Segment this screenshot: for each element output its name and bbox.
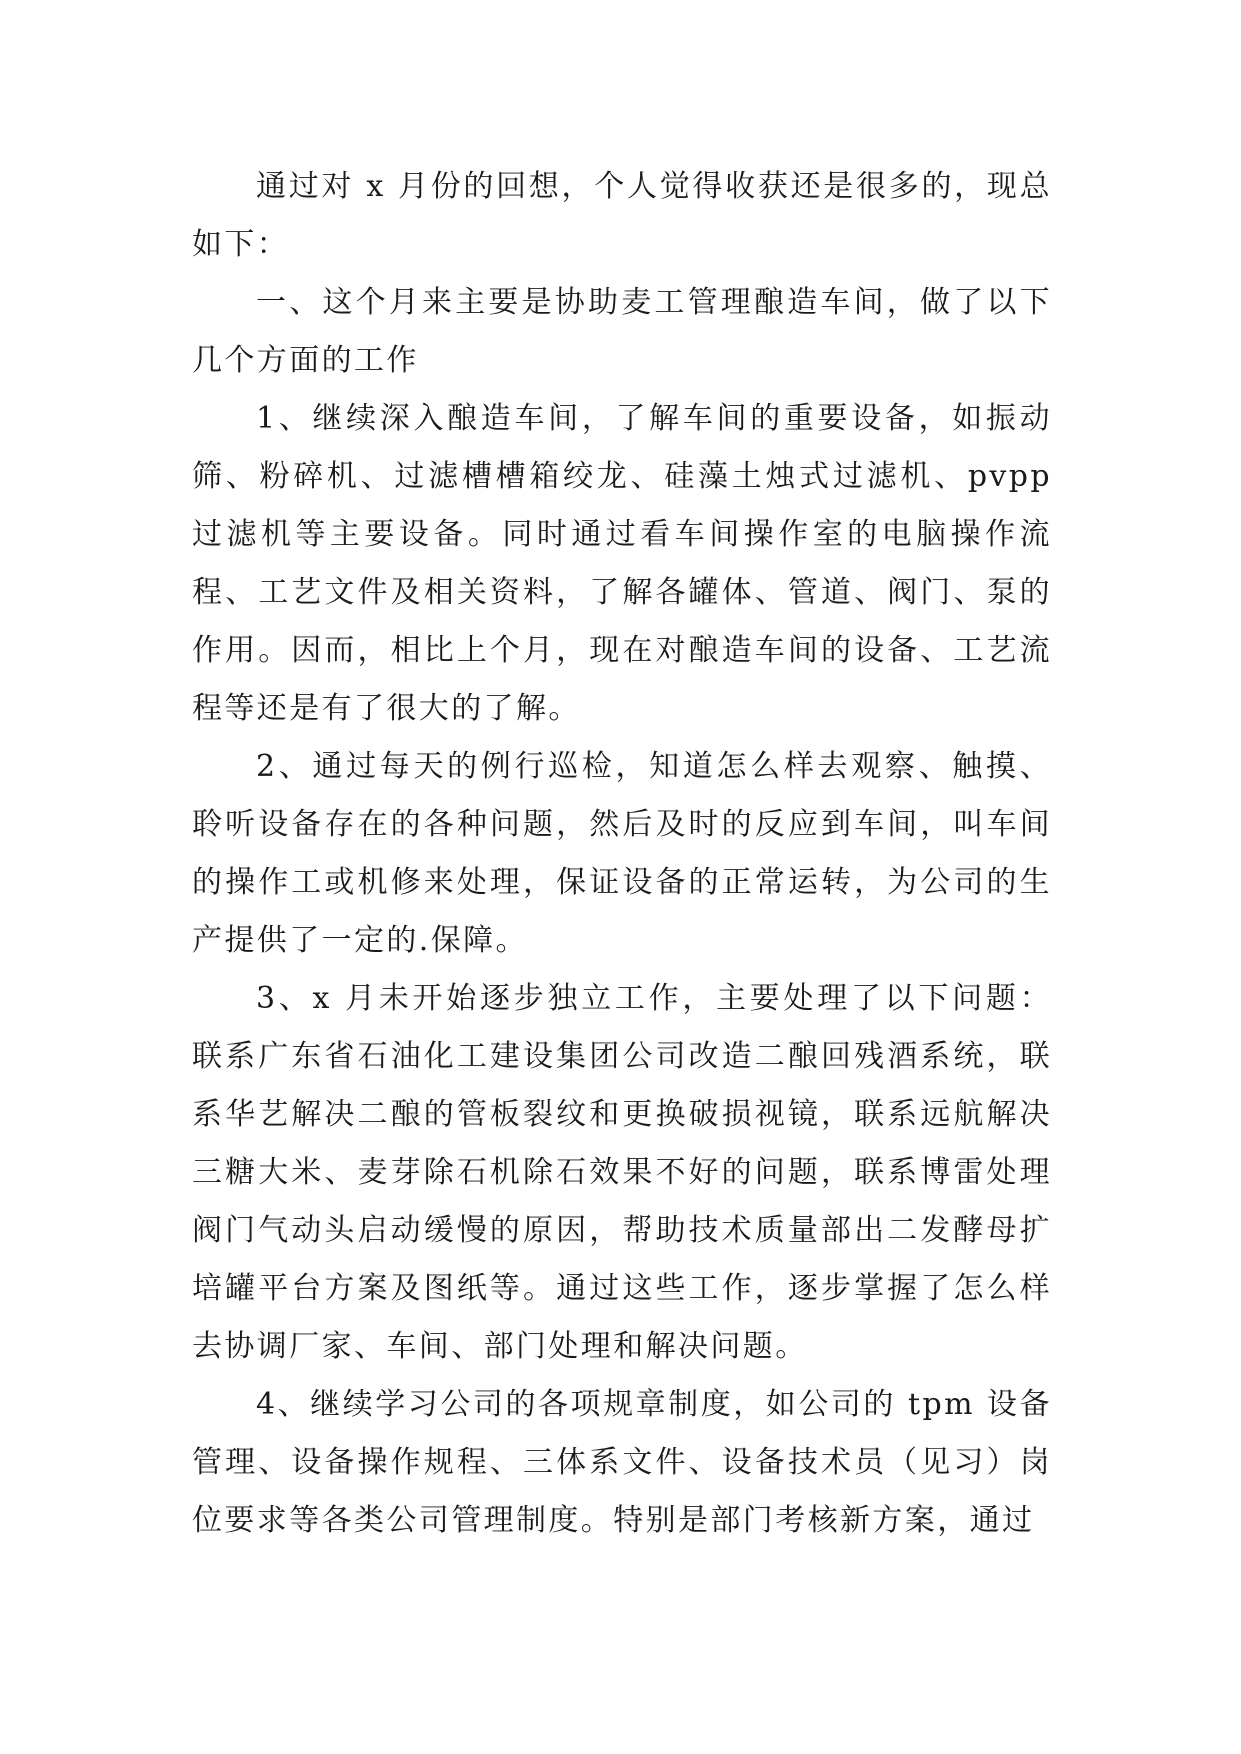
paragraph-section-heading: 一、这个月来主要是协助麦工管理酿造车间，做了以下几个方面的工作 xyxy=(192,285,1052,378)
paragraph-intro: 通过对 x 月份的回想，个人觉得收获还是很多的，现总如下： xyxy=(192,169,1052,262)
paragraph-item-3: 3、x 月未开始逐步独立工作，主要处理了以下问题：联系广东省石油化工建设集团公司改造二酿回残酒系统，联系华艺解决二酿的管板裂纹和更换破损视镜，联系远航解决三糖大米、麦芽除石机除石效果不好的问题，联系博雷处理阀门气动头启动缓慢的原因，帮助技术质量部出二发酵母扩培罐平台方案及图纸等。通过这些工作，逐步掌握了怎么样去协调厂家、车间、部门处理和解决问题。 xyxy=(192,981,1052,1364)
document-body xyxy=(192,158,1052,1550)
paragraph-item-2: 2、通过每天的例行巡检，知道怎么样去观察、触摸、聆听设备存在的各种问题，然后及时的反应到车间，叫车间的操作工或机修来处理，保证设备的正常运转，为公司的生产提供了一定的.保障。 xyxy=(192,749,1052,958)
paragraph-item-1: 1、继续深入酿造车间，了解车间的重要设备，如振动筛、粉碎机、过滤槽槽箱绞龙、硅藻土烛式过滤机、pvpp 过滤机等主要设备。同时通过看车间操作室的电脑操作流程、工艺文件及相关资料，了解各罐体、管道、阀门、泵的作用。因而，相比上个月，现在对酿造车间的设备、工艺流程等还是有了很大的了解。 xyxy=(192,401,1052,726)
paragraph-item-4: 4、继续学习公司的各项规章制度，如公司的 tpm 设备管理、设备操作规程、三体系文件、设备技术员（见习）岗位要求等各类公司管理制度。特别是部门考核新方案，通过 xyxy=(192,1387,1052,1538)
